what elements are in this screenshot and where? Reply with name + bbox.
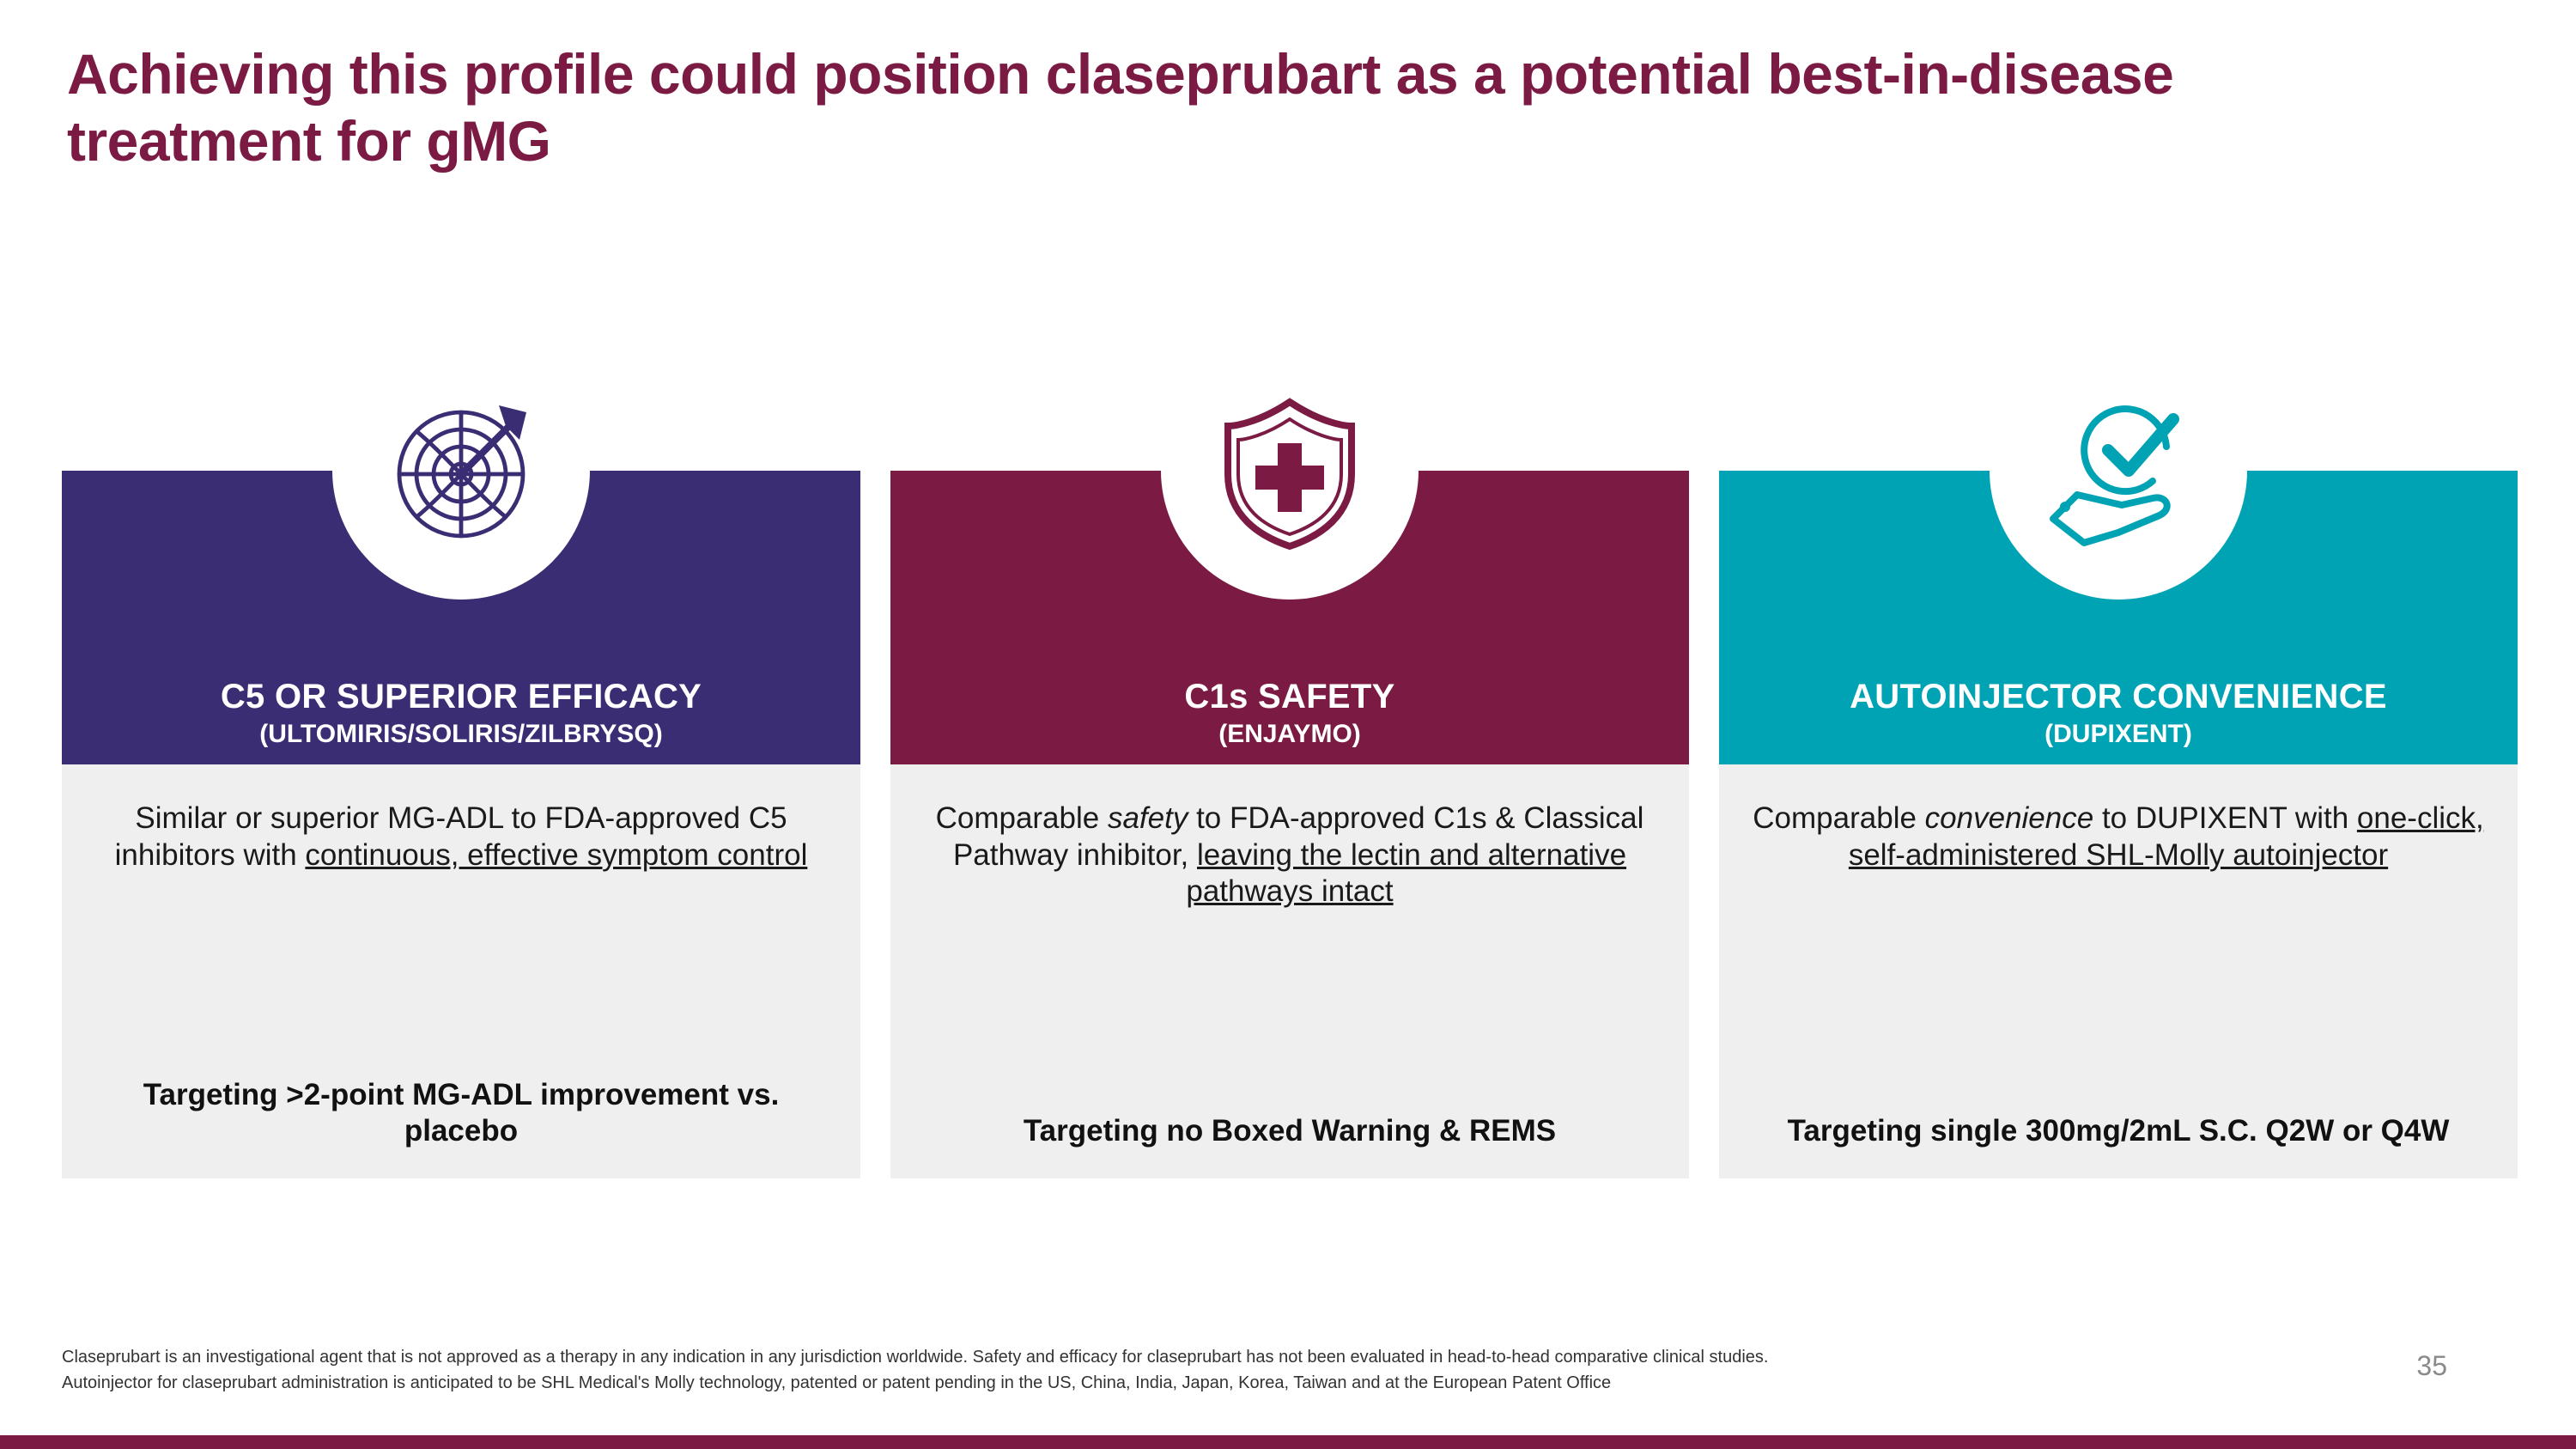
card-description-pre: Similar or superior MG-ADL to FDA-approved C5 inhibitors with [114, 801, 787, 872]
card-body [890, 764, 1689, 1178]
card-title: AUTOINJECTOR CONVENIENCE [1850, 678, 2387, 715]
card-description [916, 801, 1663, 910]
card-subtitle: (ENJAYMO) [1218, 720, 1361, 748]
footnotes [62, 1344, 2260, 1396]
card-target: Targeting >2-point MG-ADL improvement vs. placebo [143, 1078, 780, 1148]
card-description-mid: to DUPIXENT with [2093, 801, 2357, 835]
footnote-line-1: Claseprubart is an investigational agent that is not approved as a therapy in any indication in any jurisdiction worldwide. Safety and efficacy for claseprubart has not been evaluated in head-to-head comparative clinical studies. [62, 1348, 1769, 1367]
card-subtitle: (ULTOMIRIS/SOLIRIS/ZILBRYSQ) [259, 720, 663, 748]
card-description-underline: leaving the lectin and alternative pathways intact [1186, 837, 1627, 909]
card-title: C5 OR SUPERIOR EFFICACY [220, 678, 702, 715]
card-body [1719, 764, 2518, 1178]
card-description-underline: continuous, effective symptom control [305, 837, 808, 872]
card-efficacy [62, 471, 860, 1178]
card-header-convenience [1719, 471, 2518, 764]
card-description-italic: convenience [1924, 801, 2094, 835]
card-description-mid: to FDA-approved C1s & Classical Pathway inhibitor, [952, 801, 1644, 872]
footnote-line-2: Autoinjector for claseprubart administration is anticipated to be SHL Medical's Molly technology, patented or patent pending in the US, China, India, Japan, Korea, Taiwan and at the European Patent Office [62, 1373, 1612, 1392]
card-title: C1s SAFETY [1184, 678, 1395, 715]
card-description-pre: Comparable [935, 801, 1108, 835]
card-body [62, 764, 860, 1178]
bottom-accent-bar [0, 1435, 2576, 1449]
card-target: Targeting single 300mg/2mL S.C. Q2W or Q4W [1787, 1114, 2450, 1148]
hand-check-icon [1990, 342, 2247, 600]
card-description [1745, 801, 2492, 874]
page-title: Achieving this profile could position claseprubart as a potential best-in-disease treatment for gMG [67, 42, 2174, 173]
card-header-safety [890, 471, 1689, 764]
card-description-underline: one-click, self-administered SHL-Molly autoinjector [1848, 801, 2484, 872]
card-description-italic: safety [1107, 801, 1188, 835]
card-convenience [1719, 471, 2518, 1178]
card-description [88, 801, 835, 874]
shield-cross-icon [1161, 342, 1419, 600]
page-number: 35 [2416, 1350, 2447, 1381]
card-target: Targeting no Boxed Warning & REMS [1023, 1114, 1557, 1148]
card-row [62, 471, 2518, 1178]
card-description-pre: Comparable [1753, 801, 1925, 835]
card-subtitle: (DUPIXENT) [2044, 720, 2192, 748]
card-header-efficacy [62, 471, 860, 764]
target-arrow-icon [332, 342, 590, 600]
card-safety [890, 471, 1689, 1178]
